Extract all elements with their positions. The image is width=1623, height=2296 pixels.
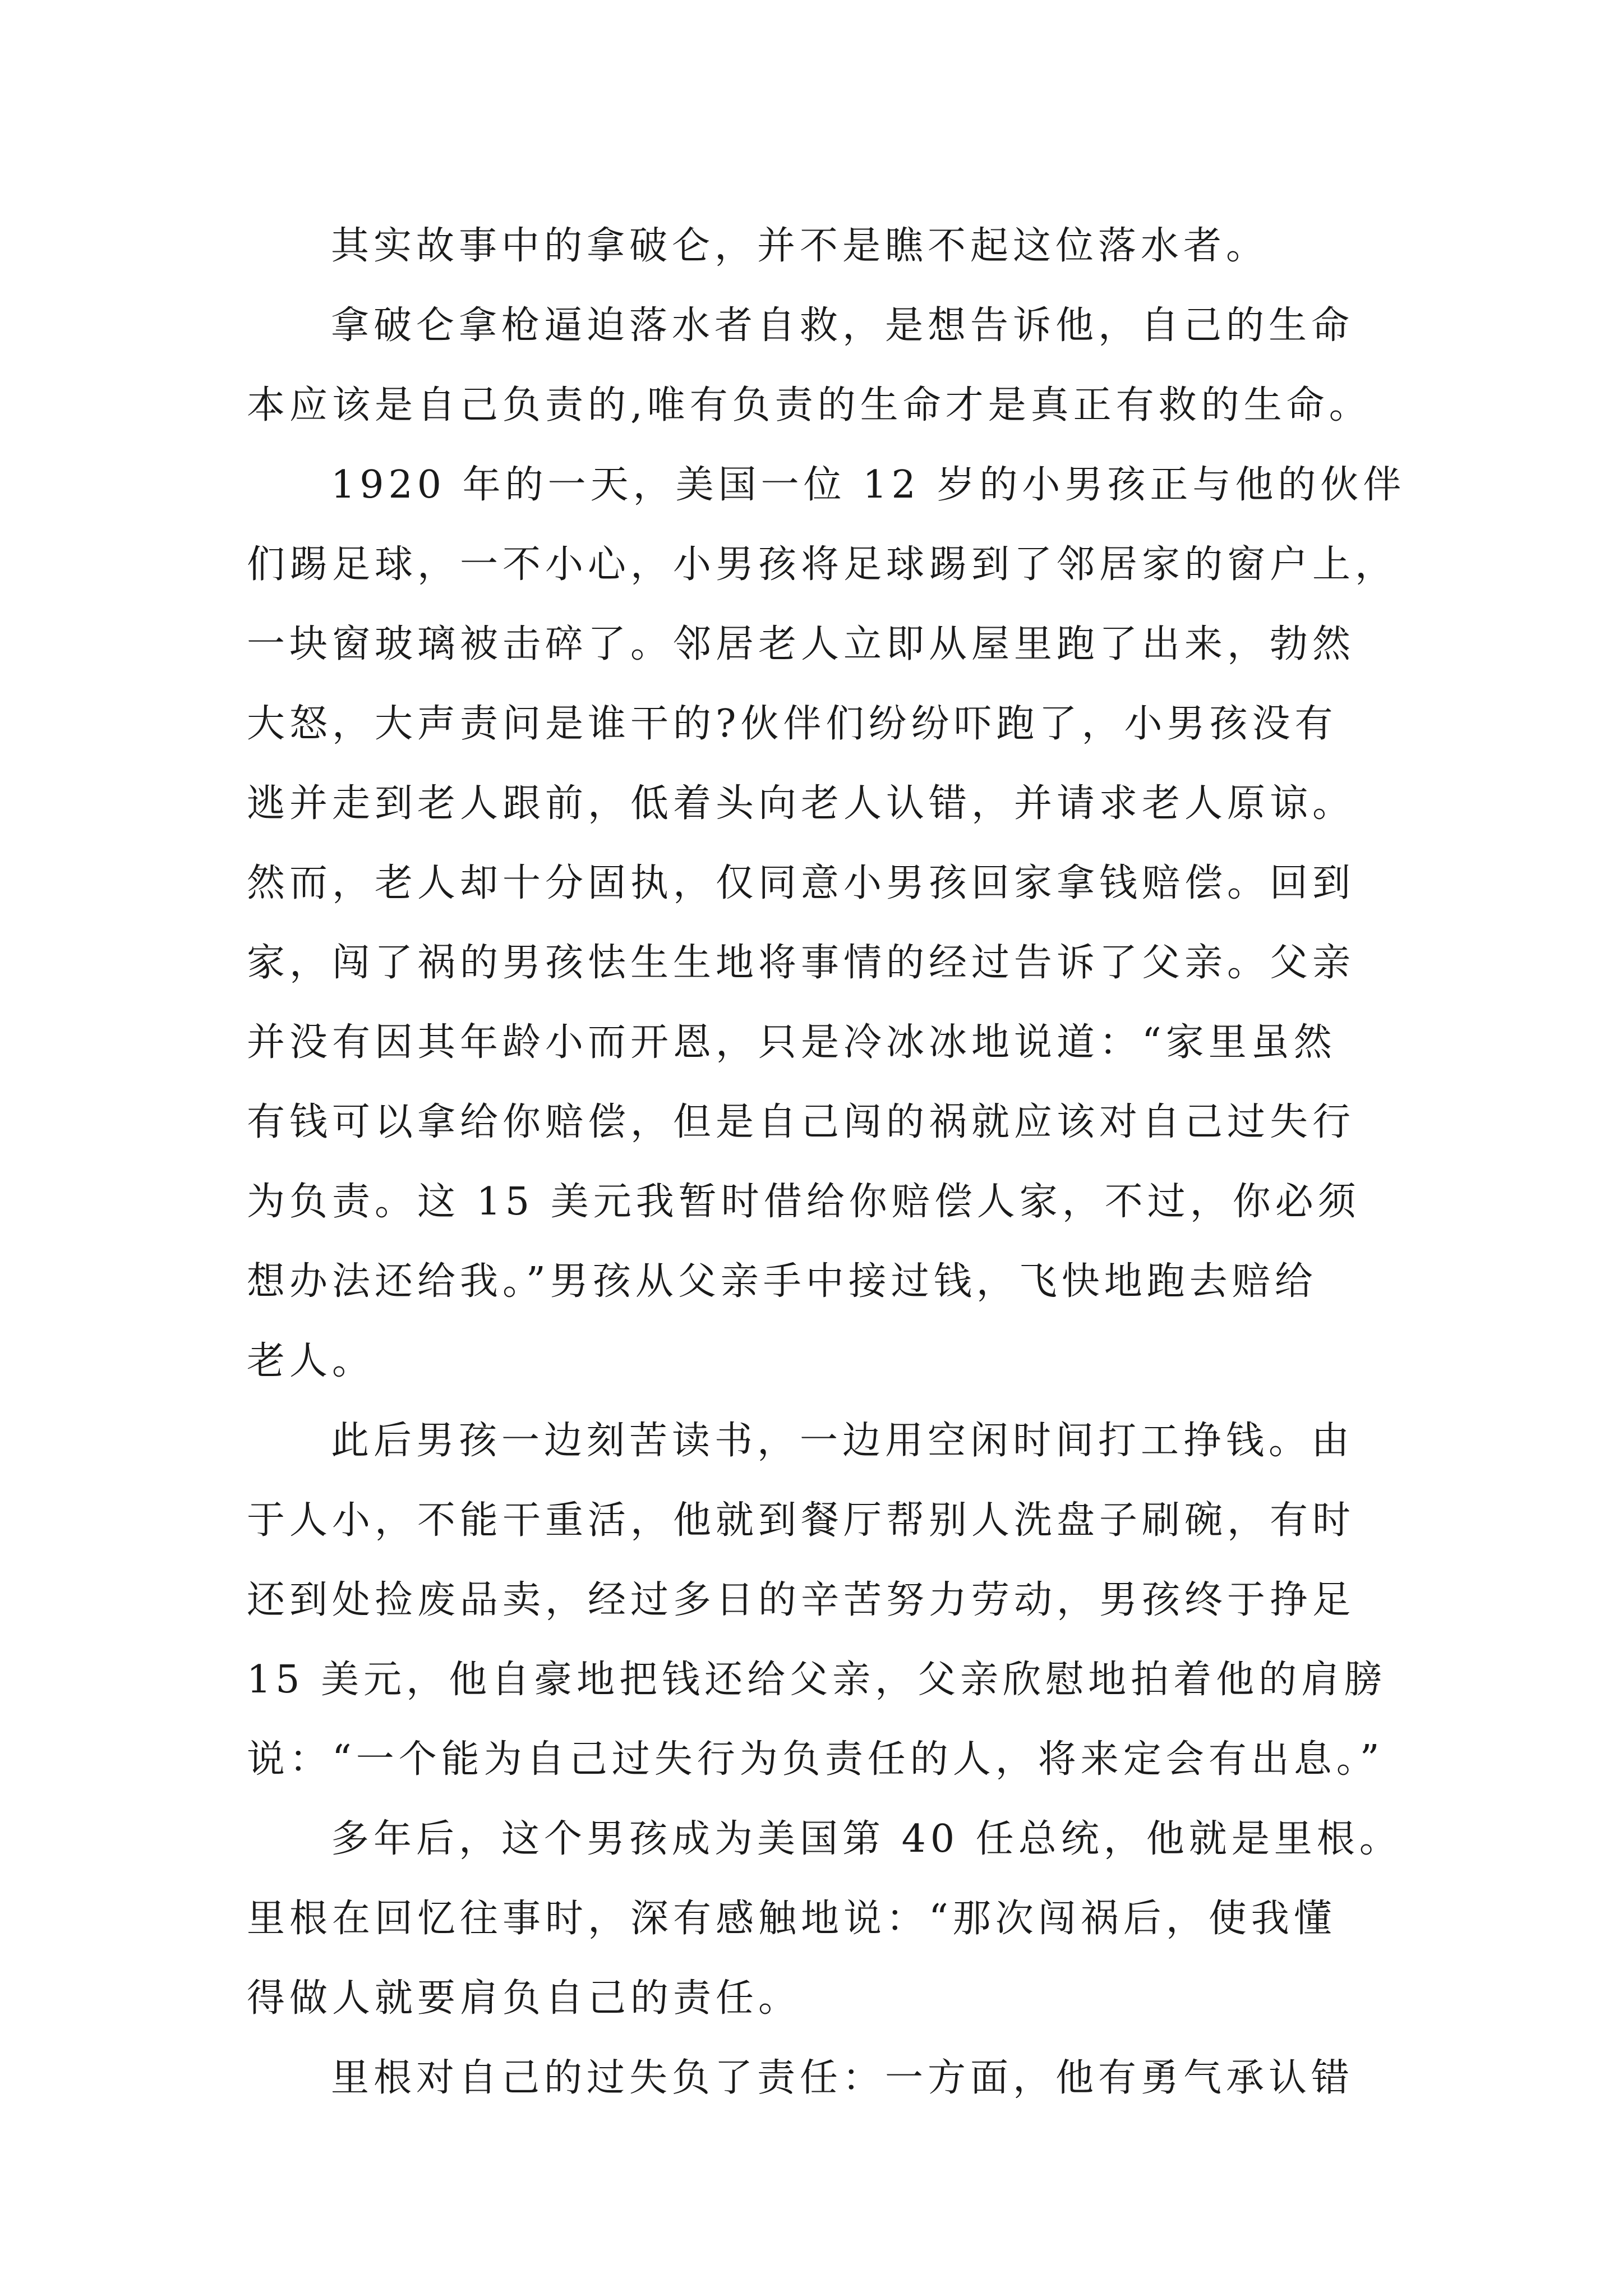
text-line: 想办法还给我。”男孩从父亲手中接过钱，飞快地跑去赔给 <box>247 1259 1317 1304</box>
text-line: 们踢足球，一不小心，小男孩将足球踢到了邻居家的窗户上， <box>247 542 1398 587</box>
paragraph <box>247 2039 1430 2118</box>
text-line: 并没有因其年龄小而开恩，只是冷冰冰地说道：“家里虽然 <box>247 1020 1336 1065</box>
text-line: 一块窗玻璃被击碎了。邻居老人立即从屋里跑了出来，勃然 <box>247 622 1355 666</box>
text-line: 里根在回忆往事时，深有感触地说：“那次闯祸后，使我懂 <box>247 1897 1336 1941</box>
text-line: 此后男孩一边刻苦读书，一边用空闲时间打工挣钱。由 <box>331 1419 1354 1463</box>
text-line: 其实故事中的拿破仑，并不是瞧不起这位落水者。 <box>331 224 1269 268</box>
text-line: 老人。 <box>247 1339 375 1383</box>
text-line: 本应该是自己负责的,唯有负责的生命才是真正有救的生命。 <box>247 383 1372 427</box>
text-line: 多年后，这个男孩成为美国第 40 任总统，他就是里根。 <box>331 1817 1402 1861</box>
paragraph <box>247 1401 1430 1800</box>
text-line: 家，闯了祸的男孩怯生生地将事情的经过告诉了父亲。父亲 <box>247 941 1355 985</box>
text-line: 有钱可以拿给你赔偿，但是自己闯的祸就应该对自己过失行 <box>247 1100 1355 1144</box>
paragraph <box>247 445 1430 1401</box>
text-line: 说：“一个能为自己过失行为负责任的人，将来定会有出息。” <box>247 1737 1384 1782</box>
text-line: 得做人就要肩负自己的责任。 <box>247 1976 801 2021</box>
text-line: 还到处捡废品卖，经过多日的辛苦努力劳动，男孩终于挣足 <box>247 1578 1355 1622</box>
text-line: 然而，老人却十分固执，仅同意小男孩回家拿钱赔偿。回到 <box>247 861 1355 905</box>
paragraph <box>247 286 1430 445</box>
text-line: 里根对自己的过失负了责任：一方面，他有勇气承认错 <box>331 2056 1354 2100</box>
text-line: 于人小，不能干重活，他就到餐厅帮别人洗盘子刷碗，有时 <box>247 1498 1355 1543</box>
paragraph <box>247 1800 1430 2039</box>
text-line: 1920 年的一天，美国一位 12 岁的小男孩正与他的伙伴 <box>331 463 1406 507</box>
text-line: 逃并走到老人跟前，低着头向老人认错，并请求老人原谅。 <box>247 781 1355 826</box>
body-text <box>247 206 1430 2118</box>
text-line: 为负责。这 15 美元我暂时借给你赔偿人家，不过，你必须 <box>247 1180 1361 1224</box>
paragraph <box>247 206 1430 286</box>
text-line: 拿破仑拿枪逼迫落水者自救，是想告诉他，自己的生命 <box>331 303 1354 348</box>
text-line: 15 美元，他自豪地把钱还给父亲，父亲欣慰地拍着他的肩膀 <box>247 1658 1387 1702</box>
text-line: 大怒，大声责问是谁干的?伙伴们纷纷吓跑了，小男孩没有 <box>247 702 1338 746</box>
